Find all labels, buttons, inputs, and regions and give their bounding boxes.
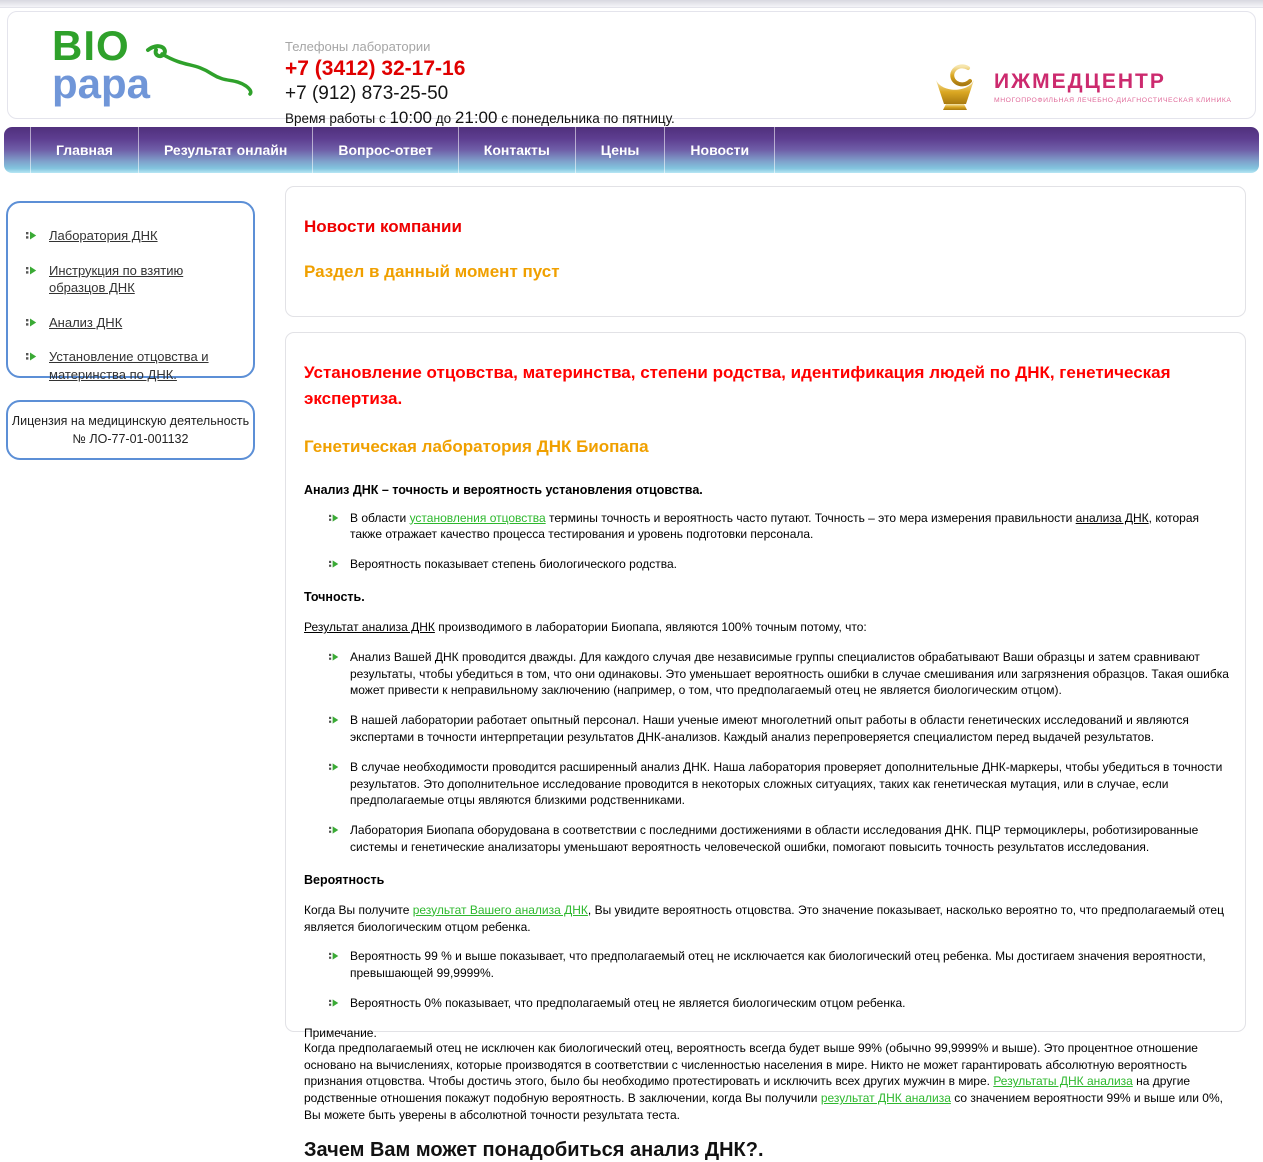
sidebar-item <box>26 314 243 332</box>
sidebar-link[interactable]: Лаборатория ДНК <box>49 228 158 243</box>
sperm-tail-icon <box>134 34 264 96</box>
arrow-bullet-icon <box>329 762 339 772</box>
sidebar-link[interactable]: Инструкция по взятию образцов ДНК <box>49 262 184 296</box>
arrow-bullet-icon <box>26 317 37 328</box>
sidebar-item <box>26 262 243 297</box>
article-title: Установление отцовства, материнства, степени родства, идентификация людей по ДНК, генетическая экспертиза. <box>304 363 1171 409</box>
arrow-bullet-icon <box>329 652 339 662</box>
phone-secondary: +7 (912) 873-25-50 <box>285 83 449 104</box>
sidebar-item <box>26 227 243 245</box>
list-item: Вероятность показывает степень биологического родства. <box>329 556 1231 573</box>
article-lead: Анализ ДНК – точность и вероятность установления отцовства. <box>304 482 703 497</box>
link-dna-result-final[interactable]: результат ДНК анализа <box>820 1091 951 1106</box>
next-section-heading: Зачем Вам может понадобиться анализ ДНК?. <box>304 1138 764 1161</box>
list-item: Лаборатория Биопапа оборудована в соответствии с последними достижениями в области исследования ДНК. ПЦР термоциклеры, роботизированные системы и генетические анализаторы уменьшают вероятность человеческой ошибки, помогают повысить точность результатов исследования. <box>329 822 1231 856</box>
arrow-bullet-icon <box>329 998 339 1008</box>
izhmedcentr-logo[interactable] <box>928 62 1232 112</box>
sidebar-item <box>26 348 243 383</box>
partner-subtitle: МНОГОПРОФИЛЬНАЯ ЛЕЧЕБНО-ДИАГНОСТИЧЕСКАЯ КЛИНИКА <box>994 97 1232 104</box>
arrow-bullet-icon <box>329 559 339 569</box>
sidebar-link[interactable]: Установление отцовства и материнства по ДНК. <box>49 349 209 382</box>
link-dna-results[interactable]: Результаты ДНК анализа <box>993 1074 1133 1089</box>
arrow-bullet-icon <box>26 265 37 276</box>
nav-item[interactable]: Цены <box>575 127 665 173</box>
list-item: Вероятность 99 % и выше показывает, что предполагаемый отец не исключается как биологический отец ребенка. Мы достигаем значения вероятности, превышающей 99,9999%. <box>329 948 1231 982</box>
probability-intro: Когда Вы получите результат Вашего анализа ДНК, Вы увидите вероятность отцовства. Это значение показывает, насколько вероятно то, что предполагаемый отец является биологическим отцом ребенка. <box>304 902 1224 934</box>
accuracy-heading: Точность. <box>304 590 365 605</box>
medical-bowl-icon <box>928 62 982 112</box>
list-item: Анализ Вашей ДНК проводится дважды. Для каждого случая две независимые группы специалистов обрабатывают Ваши образцы и затем сравнивают результаты, чтобы убедиться в том, что они одинаковы. Это уменьшает вероятность ошибки в случае смешивания или загрязнения образцов. Такая ошибка может привести к неправильному заключению (например, о том, что предполагаемый отец не является биологическим отцом). <box>329 649 1231 699</box>
phones-label: Телефоны лаборатории <box>285 39 431 54</box>
nav-item[interactable]: Вопрос-ответ <box>312 127 457 173</box>
article-subtitle: Генетическая лаборатория ДНК Биопапа <box>304 436 649 456</box>
working-hours: Время работы с 10:00 до 21:00 с понедельника по пятницу. <box>285 108 675 127</box>
nav-item[interactable]: Главная <box>30 127 138 173</box>
close-time: 21:00 <box>454 108 498 127</box>
nav-item[interactable]: Новости <box>664 127 775 173</box>
phone-primary: +7 (3412) 32-17-16 <box>285 57 466 80</box>
note-heading: Примечание. <box>304 1025 377 1040</box>
accuracy-intro: Результат анализа ДНК производимого в лаборатории Биопапа, являются 100% точным потому, что: <box>304 620 867 635</box>
intro-bullet-list <box>304 510 1231 573</box>
note-paragraph: Когда предполагаемый отец не исключен как биологический отец, вероятность всегда будет выше 99% (обычно 99,9999% и выше). Это процентное отношение основано на вычислениях, которые производятся в соответствии с численностью населения в мире. Никто не может гарантировать абсолютную вероятность признания отцовства. Чтобы достичь этого, было бы необходимо протестировать и исключить всех других мужчин в мире. Результаты ДНК анализа на другие родственные отношения покажут подобную вероятность. В заключении, когда Вы получили результат ДНК анализа со значением вероятности 99% и выше или 0%, Вы можете быть уверены в абсолютной точности результата теста. <box>304 1040 1223 1123</box>
arrow-bullet-icon <box>26 351 37 362</box>
license-number: № ЛО-77-01-001132 <box>72 432 189 446</box>
license-line1: Лицензия на медицинскую деятельность <box>11 413 250 428</box>
probability-heading: Вероятность <box>304 872 385 887</box>
sidebar-link-list <box>26 227 243 383</box>
top-strip <box>0 0 1263 8</box>
probability-bullet-list <box>304 948 1231 1011</box>
logo-text-bio: BIO <box>52 22 130 69</box>
arrow-bullet-icon <box>329 715 339 725</box>
logo-text-papa: papa <box>52 59 151 107</box>
link-your-dna-result[interactable]: результат Вашего анализа ДНК <box>412 902 588 917</box>
phones-block <box>285 39 675 128</box>
news-title: Новости компании <box>304 217 462 236</box>
license-box <box>6 400 255 460</box>
arrow-bullet-icon <box>329 951 339 961</box>
nav-item[interactable]: Результат онлайн <box>138 127 312 173</box>
arrow-bullet-icon <box>329 513 339 523</box>
list-item: В области установления отцовства термины точность и вероятность часто путают. Точность – это мера измерения правильности анализа ДНК, которая также отражает качество процесса тестирования и уровень подготовки персонала. <box>329 510 1231 544</box>
sidebar-links-box <box>6 201 255 382</box>
arrow-bullet-icon <box>329 825 339 835</box>
nav-item[interactable]: Контакты <box>458 127 575 173</box>
news-box <box>285 186 1246 317</box>
open-time: 10:00 <box>389 108 433 127</box>
list-item: В случае необходимости проводится расширенный анализ ДНК. Наша лаборатория проверяет дополнительные ДНК-маркеры, чтобы убедиться в точности результатов. Это дополнительное исследование проводится в некоторых сложных ситуациях, таких как генетическая мутация, или в случае, если предполагаемые отцы являются близкими родственниками. <box>329 759 1231 809</box>
accuracy-bullet-list <box>304 649 1231 856</box>
main-nav <box>4 127 1259 173</box>
link-paternity-establishment[interactable]: установления отцовства <box>409 510 546 525</box>
site-header <box>7 11 1256 127</box>
news-empty-message: Раздел в данный момент пуст <box>304 262 560 281</box>
biopapa-logo[interactable] <box>52 22 252 112</box>
partner-name: ИЖМЕДЦЕНТР <box>994 70 1166 93</box>
link-dna-analysis[interactable]: анализа ДНК <box>1075 510 1149 525</box>
article-box <box>285 332 1246 1161</box>
arrow-bullet-icon <box>26 230 37 241</box>
list-item: В нашей лаборатории работает опытный персонал. Наши ученые имеют многолетний опыт работы в области генетических исследований и являются экспертами в точности интерпретации результатов ДНК-анализов. Каждый анализ перепроверяется специалистом перед выдачей результатов. <box>329 712 1231 746</box>
list-item: Вероятность 0% показывает, что предполагаемый отец не является биологическим отцом ребенка. <box>329 995 1231 1012</box>
link-dna-analysis-result[interactable]: Результат анализа ДНК <box>304 620 435 635</box>
sidebar-link[interactable]: Анализ ДНК <box>49 314 123 330</box>
